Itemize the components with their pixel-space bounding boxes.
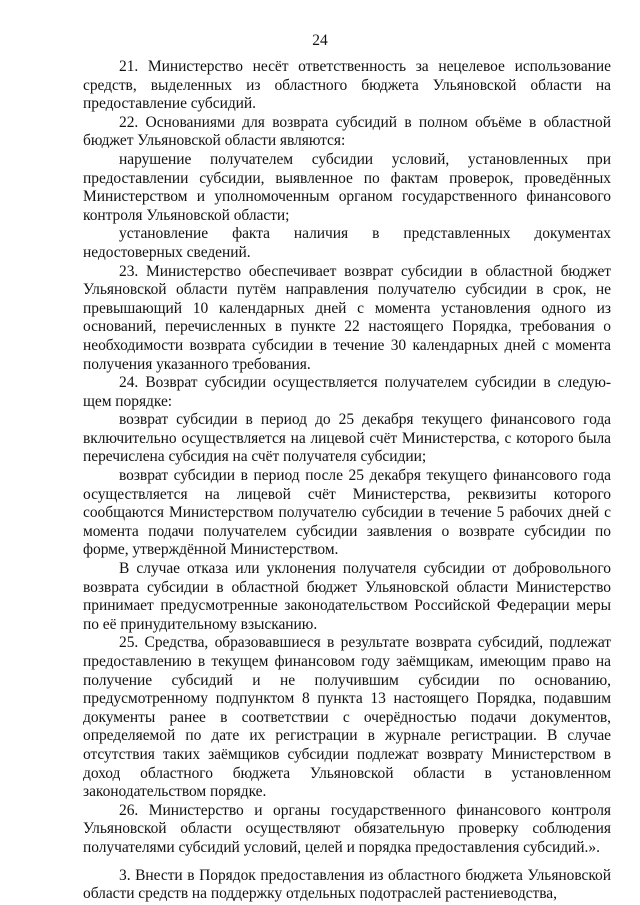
paragraph-24-item-1: возврат субсидии в период до 25 декабря текущего финансового года включительно осуществляется на лицевой счёт Министерства, с которого была перечислена субсидия на счёт получателя субсидии;	[83, 411, 611, 466]
paragraph-24-item-2: возврат субсидии в период после 25 декабря текущего финансового года осуществляется на лицевой счёт Министерства, реквизиты которого сообщаются Министерством получателю субсидии в течение 5 рабочих дней с момента подачи получателем субсидии заявления о возврате субсидии по форме, утверждённой Министерством.	[83, 467, 611, 559]
paragraph-26: 26. Министерство и органы государственного финансового контроля Ульяновской области осуществляют обязательную проверку соблюдения получателями субсидий условий, целей и порядка предоставления субсидий.».	[83, 801, 611, 856]
document-body	[83, 58, 611, 904]
page-number: 24	[312, 32, 328, 49]
paragraph-21: 21. Министерство несёт ответственность за нецелевое использование средств, выделенных из областного бюджета Ульяновской области на предоставление субсидий.	[83, 58, 611, 113]
paragraph-24-refusal: В случае отказа или уклонения получателя субсидии от добровольного возврата субсидии в областной бюджет Ульяновской области Министерство принимает предусмотренные законодательством Российской Федерации меры по её принудительному взысканию.	[83, 560, 611, 633]
paragraph-23: 23. Министерство обеспечивает возврат субсидии в областной бюджет Ульяновской области путём направления получателю субсидии в срок, не превышающий 10 календарных дней с момента установления одного из оснований, перечисленных в пункте 22 настоящего Порядка, требования о необходимости возврата субсидии в течение 30 календарных дней с момента получения указанного требования.	[83, 262, 611, 373]
paragraph-22-item-2: установление факта наличия в представленных документах недостоверных сведений.	[83, 225, 611, 261]
paragraph-25: 25. Средства, образовавшиеся в результате возврата субсидий, подлежат предоставлению в текущем финансовом году заёмщикам, имеющим право на получение субсидий и не получившим субсидии по основанию, предусмотренному подпунктом 8 пункта 13 настоящего Порядка, подавшим документы ранее в соответствии с очерёдностью подачи документов, определяемой по дате их регистрации в журнале регистрации. В случае отсутствия таких заёмщиков субсидии подлежат возврату Министерством в доход областного бюджета Ульяновской области в установленном законодательством порядке.	[83, 634, 611, 801]
paragraph-22: 22. Основаниями для возврата субсидий в полном объёме в областной бюджет Ульяновской области являются:	[83, 113, 611, 150]
paragraph-22-item-1: нарушение получателем субсидии условий, установленных при предоставлении субсидии, выявленное по фактам проверок, проведённых Министерством и уполномоченным органом государственного финансового контроля Ульяновской области;	[83, 150, 611, 224]
paragraph-3: 3. Внести в Порядок предоставления из областного бюджета Ульяновской области средств на поддержку отдельных подотраслей растениеводства,	[83, 866, 611, 903]
paragraph-24: 24. Возврат субсидии осуществляется получателем субсидии в следую-щем порядке:	[83, 374, 611, 410]
